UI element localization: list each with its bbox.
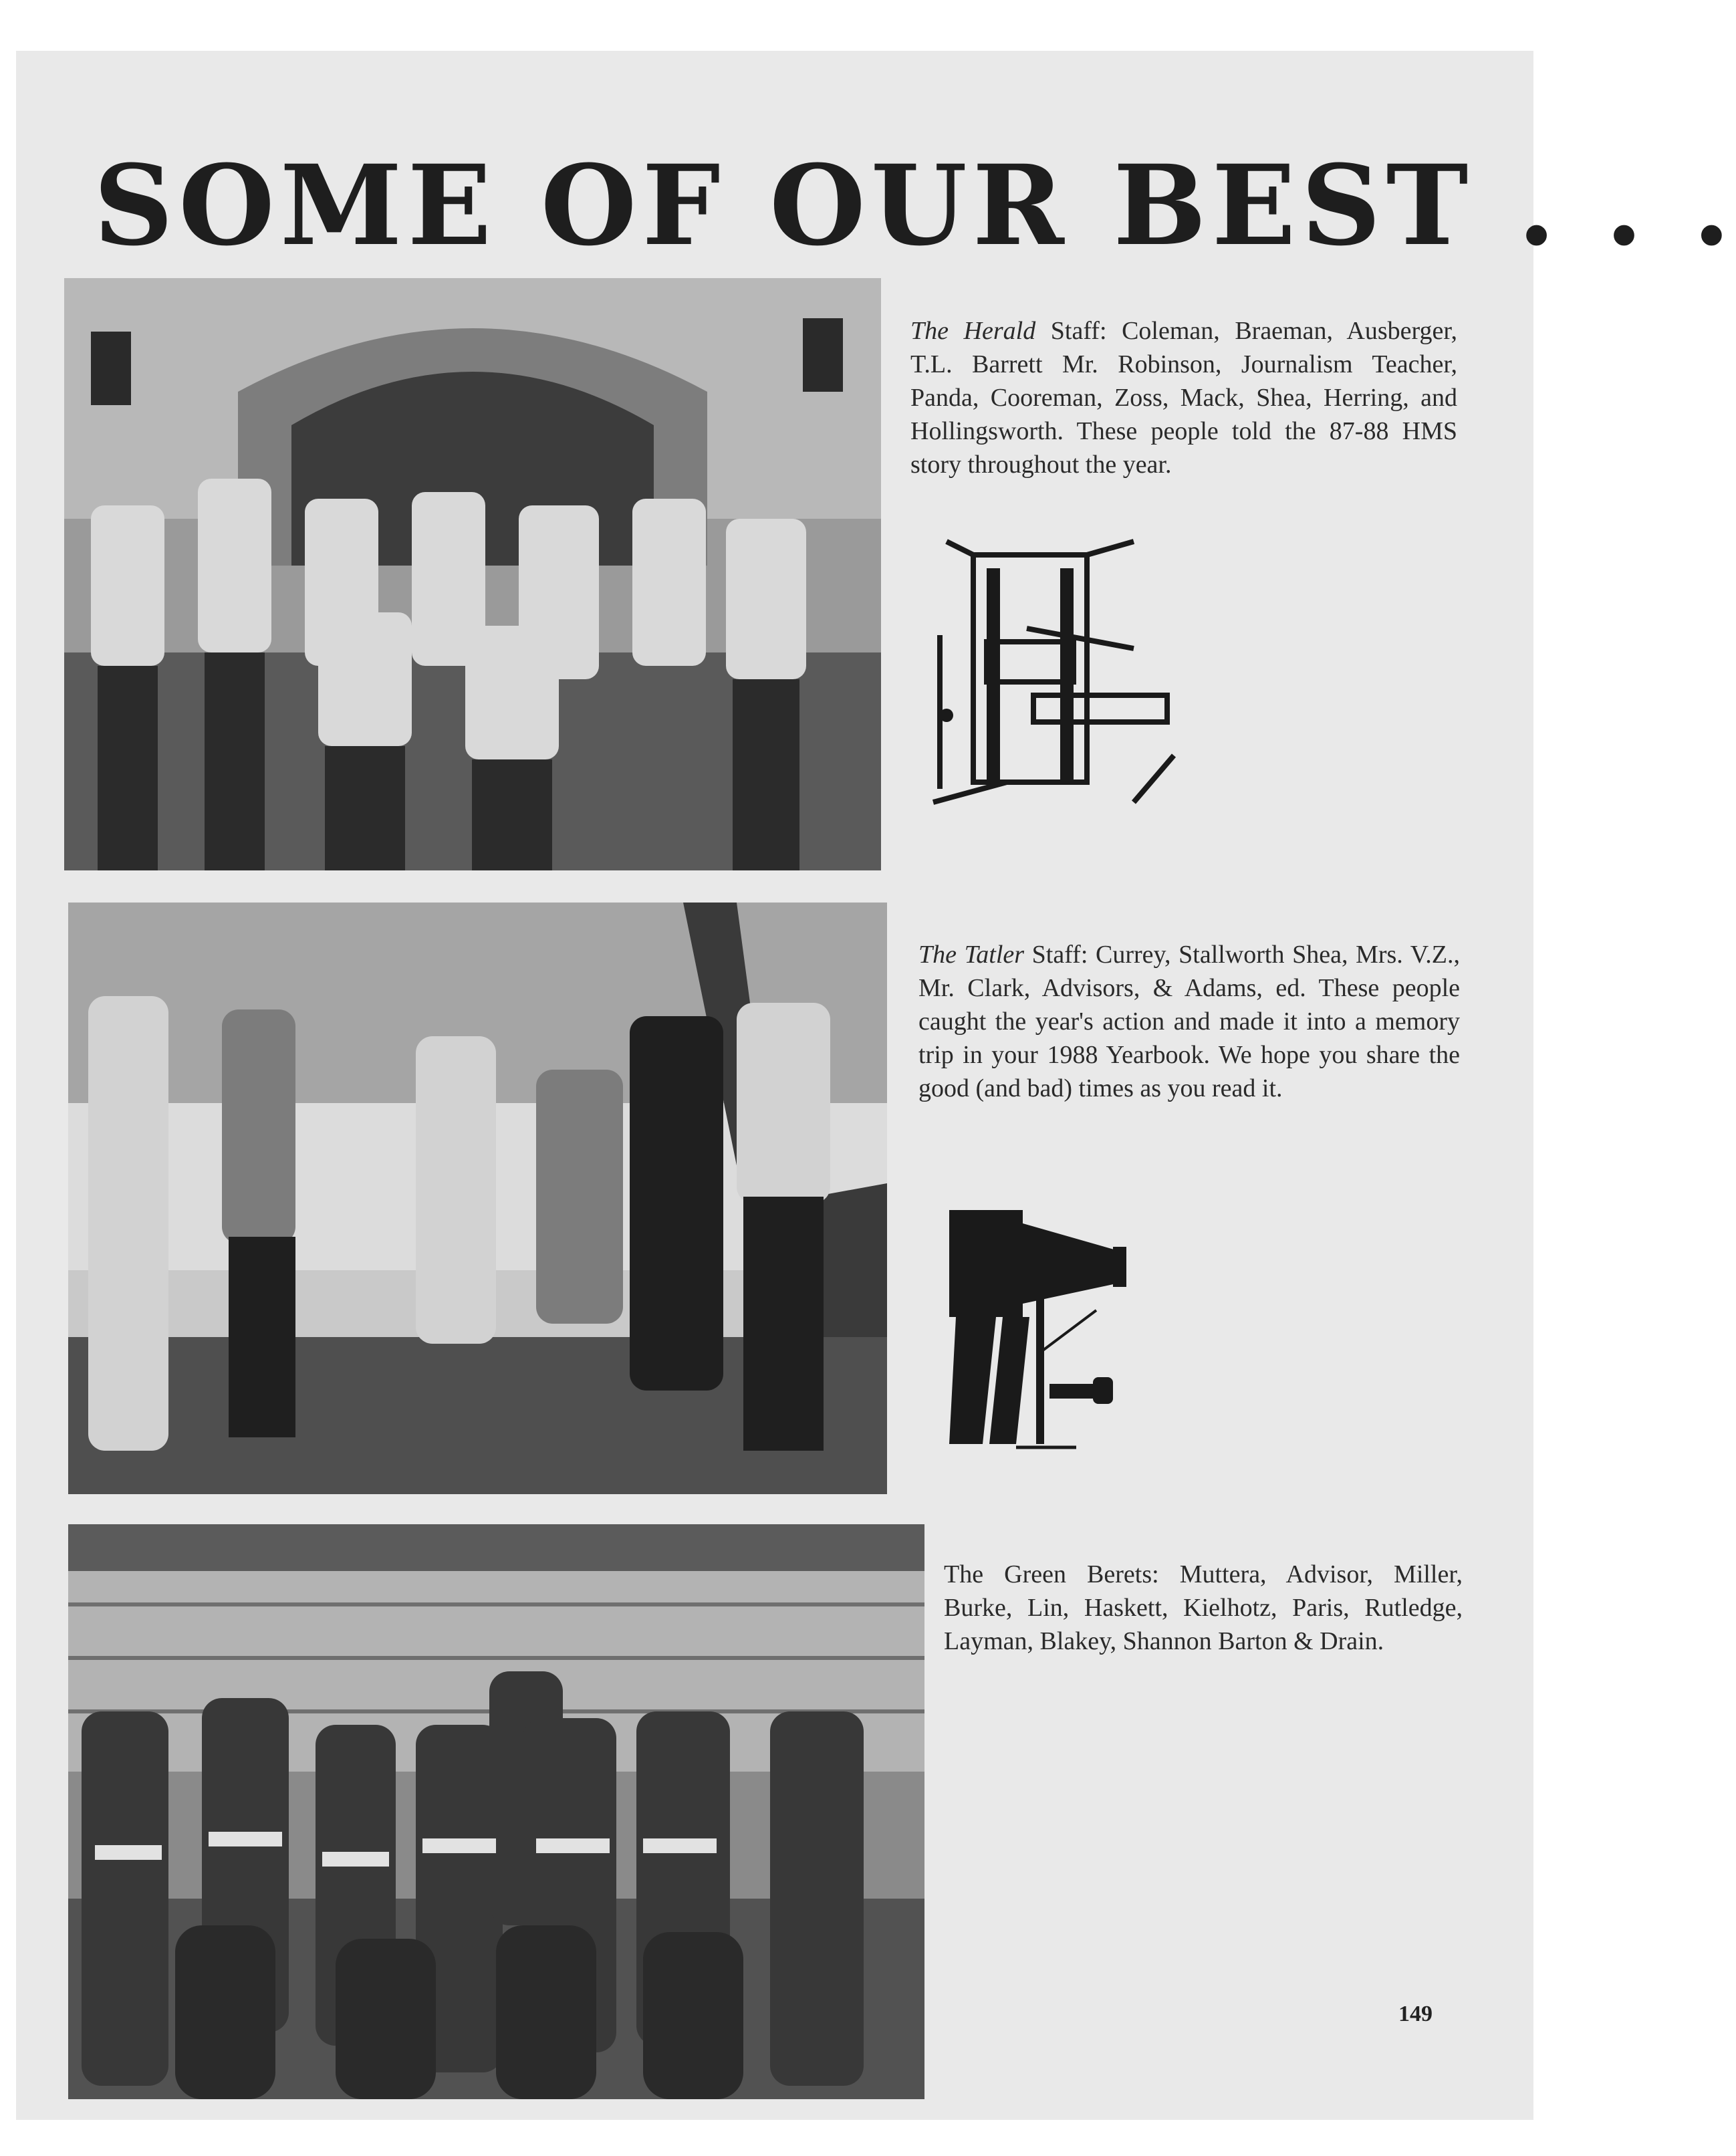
herald-staff-photo	[64, 278, 881, 870]
page-title: SOME OF OUR BEST . . .	[94, 140, 1736, 270]
herald-title: The Herald	[910, 317, 1036, 345]
green-berets-caption	[944, 1558, 1463, 1658]
tatler-title: The Tatler	[918, 941, 1025, 969]
green-berets-caption-text: The Green Berets: Muttera, Advisor, Miller, Burke, Lin, Haskett, Kielhotz, Paris, Rutledge, Layman, Blakey, Shannon Barton & Drain.	[944, 1560, 1463, 1655]
page-number: 149	[1398, 2002, 1433, 2026]
tatler-staff-photo	[68, 903, 887, 1494]
tatler-caption-text: Staff: Currey, Stallworth Shea, Mrs. V.Z., Mr. Clark, Advisors, & Adams, ed. These people caught the year's action and made it into a memory trip in your 1988 Yearbook. We hope you share the good (and bad) times as you read it.	[918, 941, 1460, 1102]
green-berets-photo	[68, 1524, 924, 2099]
herald-staff-caption	[910, 314, 1457, 481]
printing-press-icon	[933, 535, 1187, 816]
herald-caption-text: Staff: Coleman, Braeman, Ausberger, T.L. Barrett Mr. Robinson, Journalism Teacher, Panda, Cooreman, Zoss, Mack, Shea, Herring, and Hollingsworth. These people told the 87-88 HMS story throughout the year.	[910, 317, 1457, 479]
camera-icon	[943, 1183, 1143, 1451]
tatler-staff-caption	[918, 938, 1460, 1105]
